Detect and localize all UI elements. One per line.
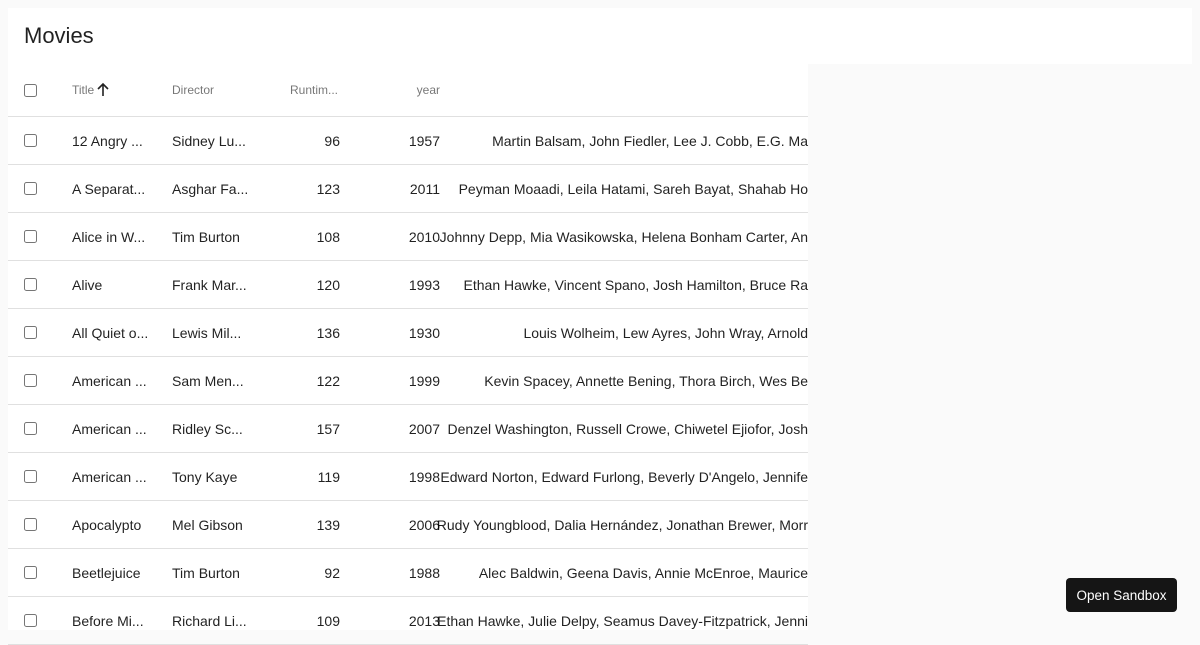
table-row[interactable] bbox=[8, 357, 808, 405]
cell-actors-text: Peyman Moaadi, Leila Hatami, Sareh Bayat, Shahab Ho bbox=[458, 180, 808, 197]
cell-actors-text: Martin Balsam, John Fiedler, Lee J. Cobb, E.G. Ma bbox=[492, 132, 808, 149]
cell-actors-text: Johnny Depp, Mia Wasikowska, Helena Bonham Carter, An bbox=[439, 228, 808, 245]
cell-title bbox=[72, 213, 146, 260]
cell-year bbox=[380, 549, 440, 596]
cell-actors-text: Louis Wolheim, Lew Ayres, John Wray, Arnold bbox=[523, 324, 808, 341]
cell-runtime-text: 157 bbox=[316, 420, 340, 437]
cell-actors bbox=[464, 357, 808, 404]
movies-table bbox=[8, 64, 808, 630]
cell-year bbox=[380, 597, 440, 644]
cell-title bbox=[72, 597, 144, 644]
cell-year bbox=[380, 309, 440, 356]
cell-director bbox=[172, 357, 242, 404]
cell-runtime-text: 119 bbox=[317, 468, 340, 485]
cell-year bbox=[380, 117, 440, 164]
table-row[interactable] bbox=[8, 597, 808, 645]
cell-director bbox=[172, 597, 247, 644]
cell-director-text: Sam Men... bbox=[172, 372, 244, 389]
cell-year bbox=[380, 213, 440, 260]
row-select-cell bbox=[24, 165, 44, 212]
table-row[interactable] bbox=[8, 261, 808, 309]
row-select-cell bbox=[24, 597, 44, 644]
cell-year-text: 1988 bbox=[408, 564, 440, 581]
cell-runtime bbox=[290, 453, 340, 500]
cell-runtime-text: 96 bbox=[324, 132, 340, 149]
cell-director-text: Tony Kaye bbox=[172, 468, 238, 485]
row-select-checkbox[interactable] bbox=[24, 470, 37, 483]
cell-director bbox=[172, 453, 242, 500]
cell-year bbox=[380, 453, 440, 500]
table-row[interactable] bbox=[8, 501, 808, 549]
table-row[interactable] bbox=[8, 165, 808, 213]
cell-director-text: Richard Li... bbox=[172, 612, 247, 629]
cell-title-text: American ... bbox=[72, 468, 147, 485]
cell-title-text: American ... bbox=[72, 420, 147, 437]
page-title: Movies bbox=[24, 23, 94, 48]
cell-title bbox=[72, 453, 147, 500]
cell-runtime-text: 139 bbox=[316, 516, 340, 533]
cell-runtime bbox=[290, 213, 340, 260]
open-sandbox-button[interactable]: Open Sandbox bbox=[1066, 578, 1177, 612]
cell-runtime-text: 92 bbox=[324, 564, 340, 581]
cell-year bbox=[380, 501, 440, 548]
row-select-checkbox[interactable] bbox=[24, 278, 37, 291]
cell-year bbox=[380, 357, 440, 404]
row-select-cell bbox=[24, 549, 44, 596]
column-header-director[interactable] bbox=[172, 64, 242, 116]
cell-actors bbox=[464, 117, 808, 164]
cell-actors bbox=[436, 501, 808, 548]
cell-runtime bbox=[290, 501, 340, 548]
cell-title-text: Apocalypto bbox=[72, 516, 142, 533]
cell-title-text: Alice in W... bbox=[72, 228, 146, 245]
cell-director bbox=[172, 117, 246, 164]
cell-title bbox=[72, 405, 147, 452]
cell-title bbox=[72, 501, 140, 548]
cell-director bbox=[172, 261, 247, 308]
cell-year-text: 2010 bbox=[408, 228, 440, 245]
row-select-checkbox[interactable] bbox=[24, 230, 37, 243]
table-row[interactable] bbox=[8, 405, 808, 453]
column-header-title[interactable] bbox=[72, 64, 140, 116]
row-select-checkbox[interactable] bbox=[24, 422, 37, 435]
cell-actors-text: Ethan Hawke, Julie Delpy, Seamus Davey-Fitzpatrick, Jenni bbox=[437, 612, 808, 629]
row-select-cell bbox=[24, 261, 44, 308]
cell-director-text: Mel Gibson bbox=[172, 516, 243, 533]
cell-runtime bbox=[290, 165, 340, 212]
row-select-cell bbox=[24, 213, 44, 260]
column-header-runtime-label: Runtim... bbox=[290, 83, 339, 97]
cell-actors bbox=[447, 405, 808, 452]
cell-title-text: Beetlejuice bbox=[72, 564, 141, 581]
cell-director-text: Asghar Fa... bbox=[172, 180, 249, 197]
cell-runtime bbox=[290, 405, 340, 452]
cell-actors-text: Alec Baldwin, Geena Davis, Annie McEnroe, Maurice bbox=[478, 564, 808, 581]
cell-actors-text: Kevin Spacey, Annette Bening, Thora Birch, Wes Be bbox=[484, 372, 808, 389]
row-select-cell bbox=[24, 453, 44, 500]
cell-actors bbox=[464, 261, 808, 308]
cell-runtime-text: 108 bbox=[316, 228, 340, 245]
cell-actors-text: Rudy Youngblood, Dalia Hernández, Jonathan Brewer, Morr bbox=[436, 516, 808, 533]
cell-title-text: All Quiet o... bbox=[72, 324, 149, 341]
column-header-year[interactable] bbox=[380, 64, 440, 116]
cell-director bbox=[172, 549, 242, 596]
cell-actors-text: Denzel Washington, Russell Crowe, Chiwetel Ejiofor, Josh bbox=[447, 420, 808, 437]
row-select-checkbox[interactable] bbox=[24, 182, 37, 195]
cell-runtime bbox=[290, 261, 340, 308]
cell-runtime-text: 136 bbox=[316, 324, 340, 341]
cell-director-text: Tim Burton bbox=[172, 228, 240, 245]
cell-title-text: Alive bbox=[72, 276, 103, 293]
row-select-checkbox[interactable] bbox=[24, 134, 37, 147]
cell-title-text: 12 Angry ... bbox=[72, 132, 143, 149]
row-select-cell bbox=[24, 117, 44, 164]
cell-title bbox=[72, 549, 140, 596]
cell-director bbox=[172, 501, 242, 548]
cell-year-text: 1999 bbox=[408, 372, 440, 389]
cell-director bbox=[172, 213, 242, 260]
cell-title-text: American ... bbox=[72, 372, 147, 389]
column-header-year-label: year bbox=[416, 83, 440, 97]
cell-actors-text: Ethan Hawke, Vincent Spano, Josh Hamilton, Bruce Ra bbox=[463, 276, 808, 293]
cell-title bbox=[72, 117, 143, 164]
cell-year-text: 1993 bbox=[408, 276, 440, 293]
row-select-cell bbox=[24, 501, 44, 548]
table-row[interactable] bbox=[8, 309, 808, 357]
column-header-title-label: Title bbox=[72, 83, 95, 97]
cell-year-text: 1930 bbox=[408, 324, 440, 341]
cell-runtime-text: 122 bbox=[316, 372, 340, 389]
cell-director-text: Tim Burton bbox=[172, 564, 240, 581]
cell-actors bbox=[464, 549, 808, 596]
cell-runtime-text: 109 bbox=[316, 612, 340, 629]
cell-title-text: Before Mi... bbox=[72, 612, 144, 629]
row-select-checkbox[interactable] bbox=[24, 326, 37, 339]
column-header-runtime[interactable] bbox=[290, 64, 340, 116]
cell-runtime bbox=[290, 549, 340, 596]
row-select-checkbox[interactable] bbox=[24, 518, 37, 531]
cell-director-text: Sidney Lu... bbox=[172, 132, 246, 149]
cell-title bbox=[72, 357, 147, 404]
cell-year bbox=[380, 165, 440, 212]
cell-actors bbox=[437, 597, 808, 644]
table-row[interactable] bbox=[8, 117, 808, 165]
cell-year-text: 2006 bbox=[408, 516, 440, 533]
cell-year-text: 2011 bbox=[409, 180, 440, 197]
cell-runtime bbox=[290, 309, 340, 356]
table-row[interactable] bbox=[8, 549, 808, 597]
cell-runtime-text: 120 bbox=[316, 276, 340, 293]
cell-director-text: Frank Mar... bbox=[172, 276, 247, 293]
cell-actors bbox=[464, 309, 808, 356]
cell-director bbox=[172, 405, 242, 452]
select-all-cell bbox=[24, 64, 44, 116]
cell-year-text: 2013 bbox=[408, 612, 440, 629]
row-select-checkbox[interactable] bbox=[24, 374, 37, 387]
cell-actors bbox=[458, 165, 808, 212]
cell-director-text: Ridley Sc... bbox=[172, 420, 243, 437]
cell-title-text: A Separat... bbox=[72, 180, 146, 197]
column-header-director-label: Director bbox=[172, 83, 215, 97]
cell-actors-text: Edward Norton, Edward Furlong, Beverly D'Angelo, Jennife bbox=[440, 468, 808, 485]
row-select-cell bbox=[24, 357, 44, 404]
cell-title bbox=[72, 261, 140, 308]
row-select-checkbox[interactable] bbox=[24, 614, 37, 627]
table-header-row bbox=[8, 64, 808, 117]
cell-title bbox=[72, 309, 149, 356]
cell-runtime-text: 123 bbox=[316, 180, 340, 197]
cell-year bbox=[380, 405, 440, 452]
row-select-cell bbox=[24, 309, 44, 356]
select-all-checkbox[interactable] bbox=[24, 84, 37, 97]
cell-year-text: 1957 bbox=[408, 132, 440, 149]
cell-year bbox=[380, 261, 440, 308]
cell-runtime bbox=[290, 357, 340, 404]
cell-runtime bbox=[290, 117, 340, 164]
cell-year-text: 1998 bbox=[408, 468, 440, 485]
row-select-cell bbox=[24, 405, 44, 452]
table-row[interactable] bbox=[8, 213, 808, 261]
cell-runtime bbox=[290, 597, 340, 644]
cell-actors bbox=[439, 213, 808, 260]
table-row[interactable] bbox=[8, 453, 808, 501]
cell-actors bbox=[440, 453, 808, 500]
cell-director-text: Lewis Mil... bbox=[172, 324, 242, 341]
cell-director bbox=[172, 165, 249, 212]
cell-director bbox=[172, 309, 242, 356]
cell-title bbox=[72, 165, 146, 212]
row-select-checkbox[interactable] bbox=[24, 566, 37, 579]
toolbar bbox=[8, 8, 1192, 64]
arrow-up-icon bbox=[97, 83, 109, 97]
cell-year-text: 2007 bbox=[408, 420, 440, 437]
